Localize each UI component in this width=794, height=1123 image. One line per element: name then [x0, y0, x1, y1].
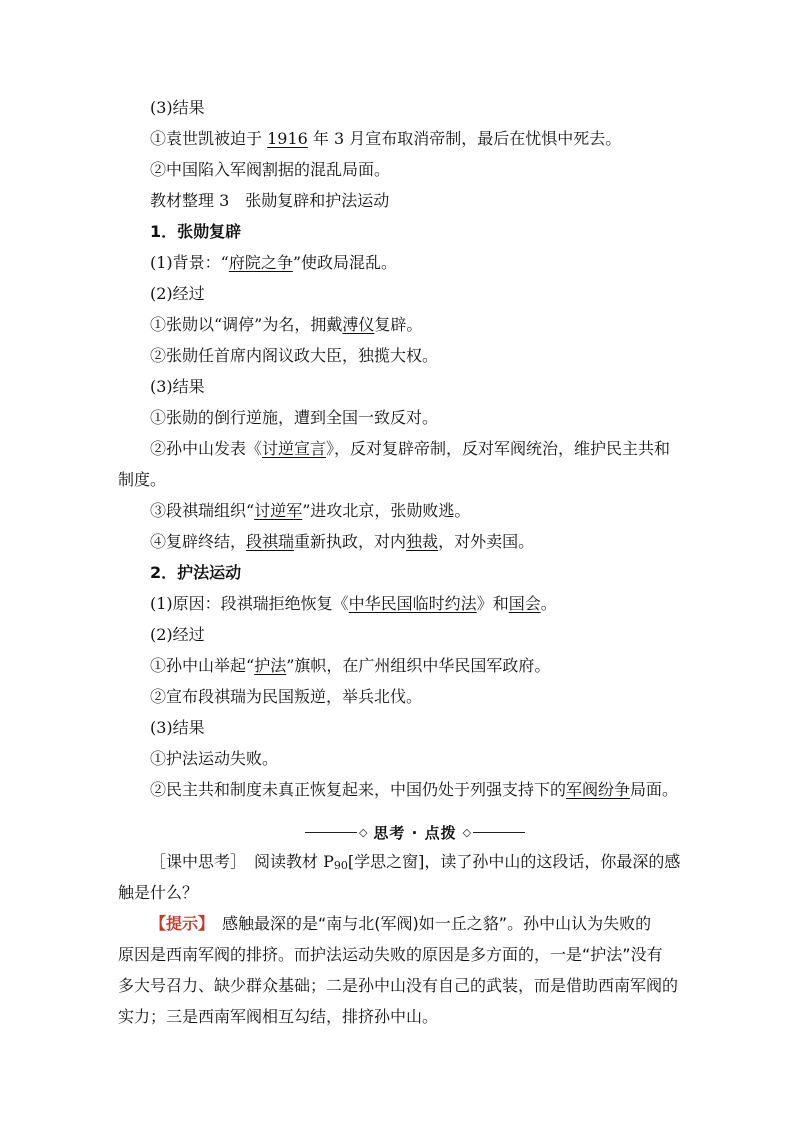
zhangxun-result-4 — [150, 532, 534, 552]
underlined-term: 段祺瑞 — [246, 532, 295, 551]
text: ［课中思考］ 阅读教材 P — [150, 852, 334, 871]
underlined-term: 府院之争 — [228, 253, 293, 272]
zhangxun-result-3 — [150, 501, 470, 521]
tip-label: 【提示】 — [150, 914, 207, 933]
page-subscript: 90 — [333, 859, 348, 872]
zhangxun-heading — [150, 222, 241, 242]
zhangxun-process-heading — [150, 284, 205, 304]
result-heading — [150, 98, 205, 118]
underlined-term: 讨逆宣言 — [262, 439, 327, 458]
text: ”进攻北京，张勋败逃。 — [302, 501, 471, 520]
hufa-process-heading — [150, 625, 205, 645]
underlined-term: 讨逆军 — [254, 501, 303, 520]
text: 1．张勋复辟 — [150, 222, 242, 241]
text: 》，反对复辟帝制，反对军阀统治，维护民主共和 — [326, 439, 671, 458]
text: (1)原因：段祺瑞拒绝恢复《 — [150, 594, 349, 613]
text: (2)经过 — [150, 625, 205, 644]
text: 原因是西南军阀的排挤。而护法运动失败的原因是多方面的，一是“护法”没有 — [118, 945, 663, 964]
text: [学思之窗]，读了孙中山的这段话，你最深的感 — [347, 852, 681, 871]
underlined-term: 溥仪 — [342, 315, 375, 334]
tip-line-1 — [150, 914, 651, 934]
text: 重新执政，对内 — [294, 532, 407, 551]
text: ①袁世凯被迫于 — [150, 129, 268, 148]
underlined-term: 护法 — [254, 656, 287, 675]
zhangxun-result-heading — [150, 377, 205, 397]
text: ②孙中山发表《 — [150, 439, 263, 458]
text: ②民主共和制度未真正恢复起来，中国仍处于列强支持下的 — [150, 780, 567, 799]
text: ，对外卖国。 — [438, 532, 535, 551]
text: ②中国陷入军阀割据的混乱局面。 — [150, 160, 391, 179]
text: ”旗帜，在广州组织中华民国军政府。 — [286, 656, 551, 675]
think-question-line-1 — [150, 852, 680, 876]
divider-rule-left — [305, 832, 357, 833]
tip-line-3 — [118, 976, 678, 996]
hufa-heading — [150, 563, 241, 583]
text: (3)结果 — [150, 718, 205, 737]
underlined-term: 国会 — [508, 594, 541, 613]
text: 。 — [540, 594, 557, 613]
text: (3)结果 — [150, 98, 205, 117]
text: (3)结果 — [150, 377, 205, 396]
text: 制度。 — [118, 470, 167, 489]
underlined-term: 独裁 — [406, 532, 439, 551]
divider-rule-right — [473, 832, 525, 833]
text: ④复辟终结， — [150, 532, 247, 551]
text: 》和 — [476, 594, 509, 613]
divider-title: 思考 · 点拨 — [373, 823, 457, 842]
hufa-process-2 — [150, 687, 422, 707]
hufa-result-heading — [150, 718, 205, 738]
text: 2．护法运动 — [150, 563, 242, 582]
zhangxun-result-2-cont — [118, 470, 166, 490]
text: 触是什么？ — [118, 883, 199, 902]
text: ②宣布段祺瑞为民国叛逆，举兵北伐。 — [150, 687, 423, 706]
hufa-process-1 — [150, 656, 550, 676]
diamond-icon: ◇ — [358, 825, 368, 839]
text: ①张勋的倒行逆施，遭到全国一致反对。 — [150, 408, 439, 427]
text: (1)背景：“ — [150, 253, 229, 272]
text: (2)经过 — [150, 284, 205, 303]
text: 局面。 — [630, 780, 679, 799]
zhangxun-result-2 — [150, 439, 670, 459]
zhangxun-result-1 — [150, 408, 438, 428]
text: 感触最深的是“南与北(军阀)如一丘之貉”。孙中山认为失败的 — [206, 914, 652, 933]
text: 多大号召力、缺少群众基础；二是孙中山没有自己的武装，而是借助西南军阀的 — [118, 976, 679, 995]
text: ①护法运动失败。 — [150, 749, 279, 768]
text: ①孙中山举起“ — [150, 656, 255, 675]
zhangxun-background — [150, 253, 397, 273]
diamond-icon: ◇ — [462, 825, 472, 839]
underlined-year: 1916 — [267, 129, 308, 148]
hufa-cause — [150, 594, 557, 614]
text: ②张勋任首席内阁议政大臣，独揽大权。 — [150, 346, 439, 365]
zhangxun-process-2 — [150, 346, 438, 366]
text: ①张勋以“调停”为名，拥戴 — [150, 315, 343, 334]
yuan-result-1 — [150, 129, 621, 149]
yuan-result-2 — [150, 160, 390, 180]
text: 年 3 月宣布取消帝制，最后在忧惧中死去。 — [307, 129, 622, 148]
underlined-term: 中华民国临时约法 — [348, 594, 477, 613]
tip-line-4 — [118, 1007, 438, 1027]
underlined-term: 军阀纷争 — [566, 780, 631, 799]
think-question-line-2 — [118, 883, 198, 903]
text: 教材整理 3 张勋复辟和护法运动 — [150, 191, 390, 210]
text: ③段祺瑞组织“ — [150, 501, 255, 520]
tip-line-2 — [118, 945, 663, 965]
text: 复辟。 — [374, 315, 423, 334]
hufa-result-2 — [150, 780, 678, 800]
text: ”使政局混乱。 — [292, 253, 398, 272]
zhangxun-process-1 — [150, 315, 422, 335]
section-heading-3 — [150, 191, 389, 211]
text: 实力；三是西南军阀相互勾结，排挤孙中山。 — [118, 1007, 439, 1026]
section-divider — [305, 822, 525, 842]
hufa-result-1 — [150, 749, 278, 769]
